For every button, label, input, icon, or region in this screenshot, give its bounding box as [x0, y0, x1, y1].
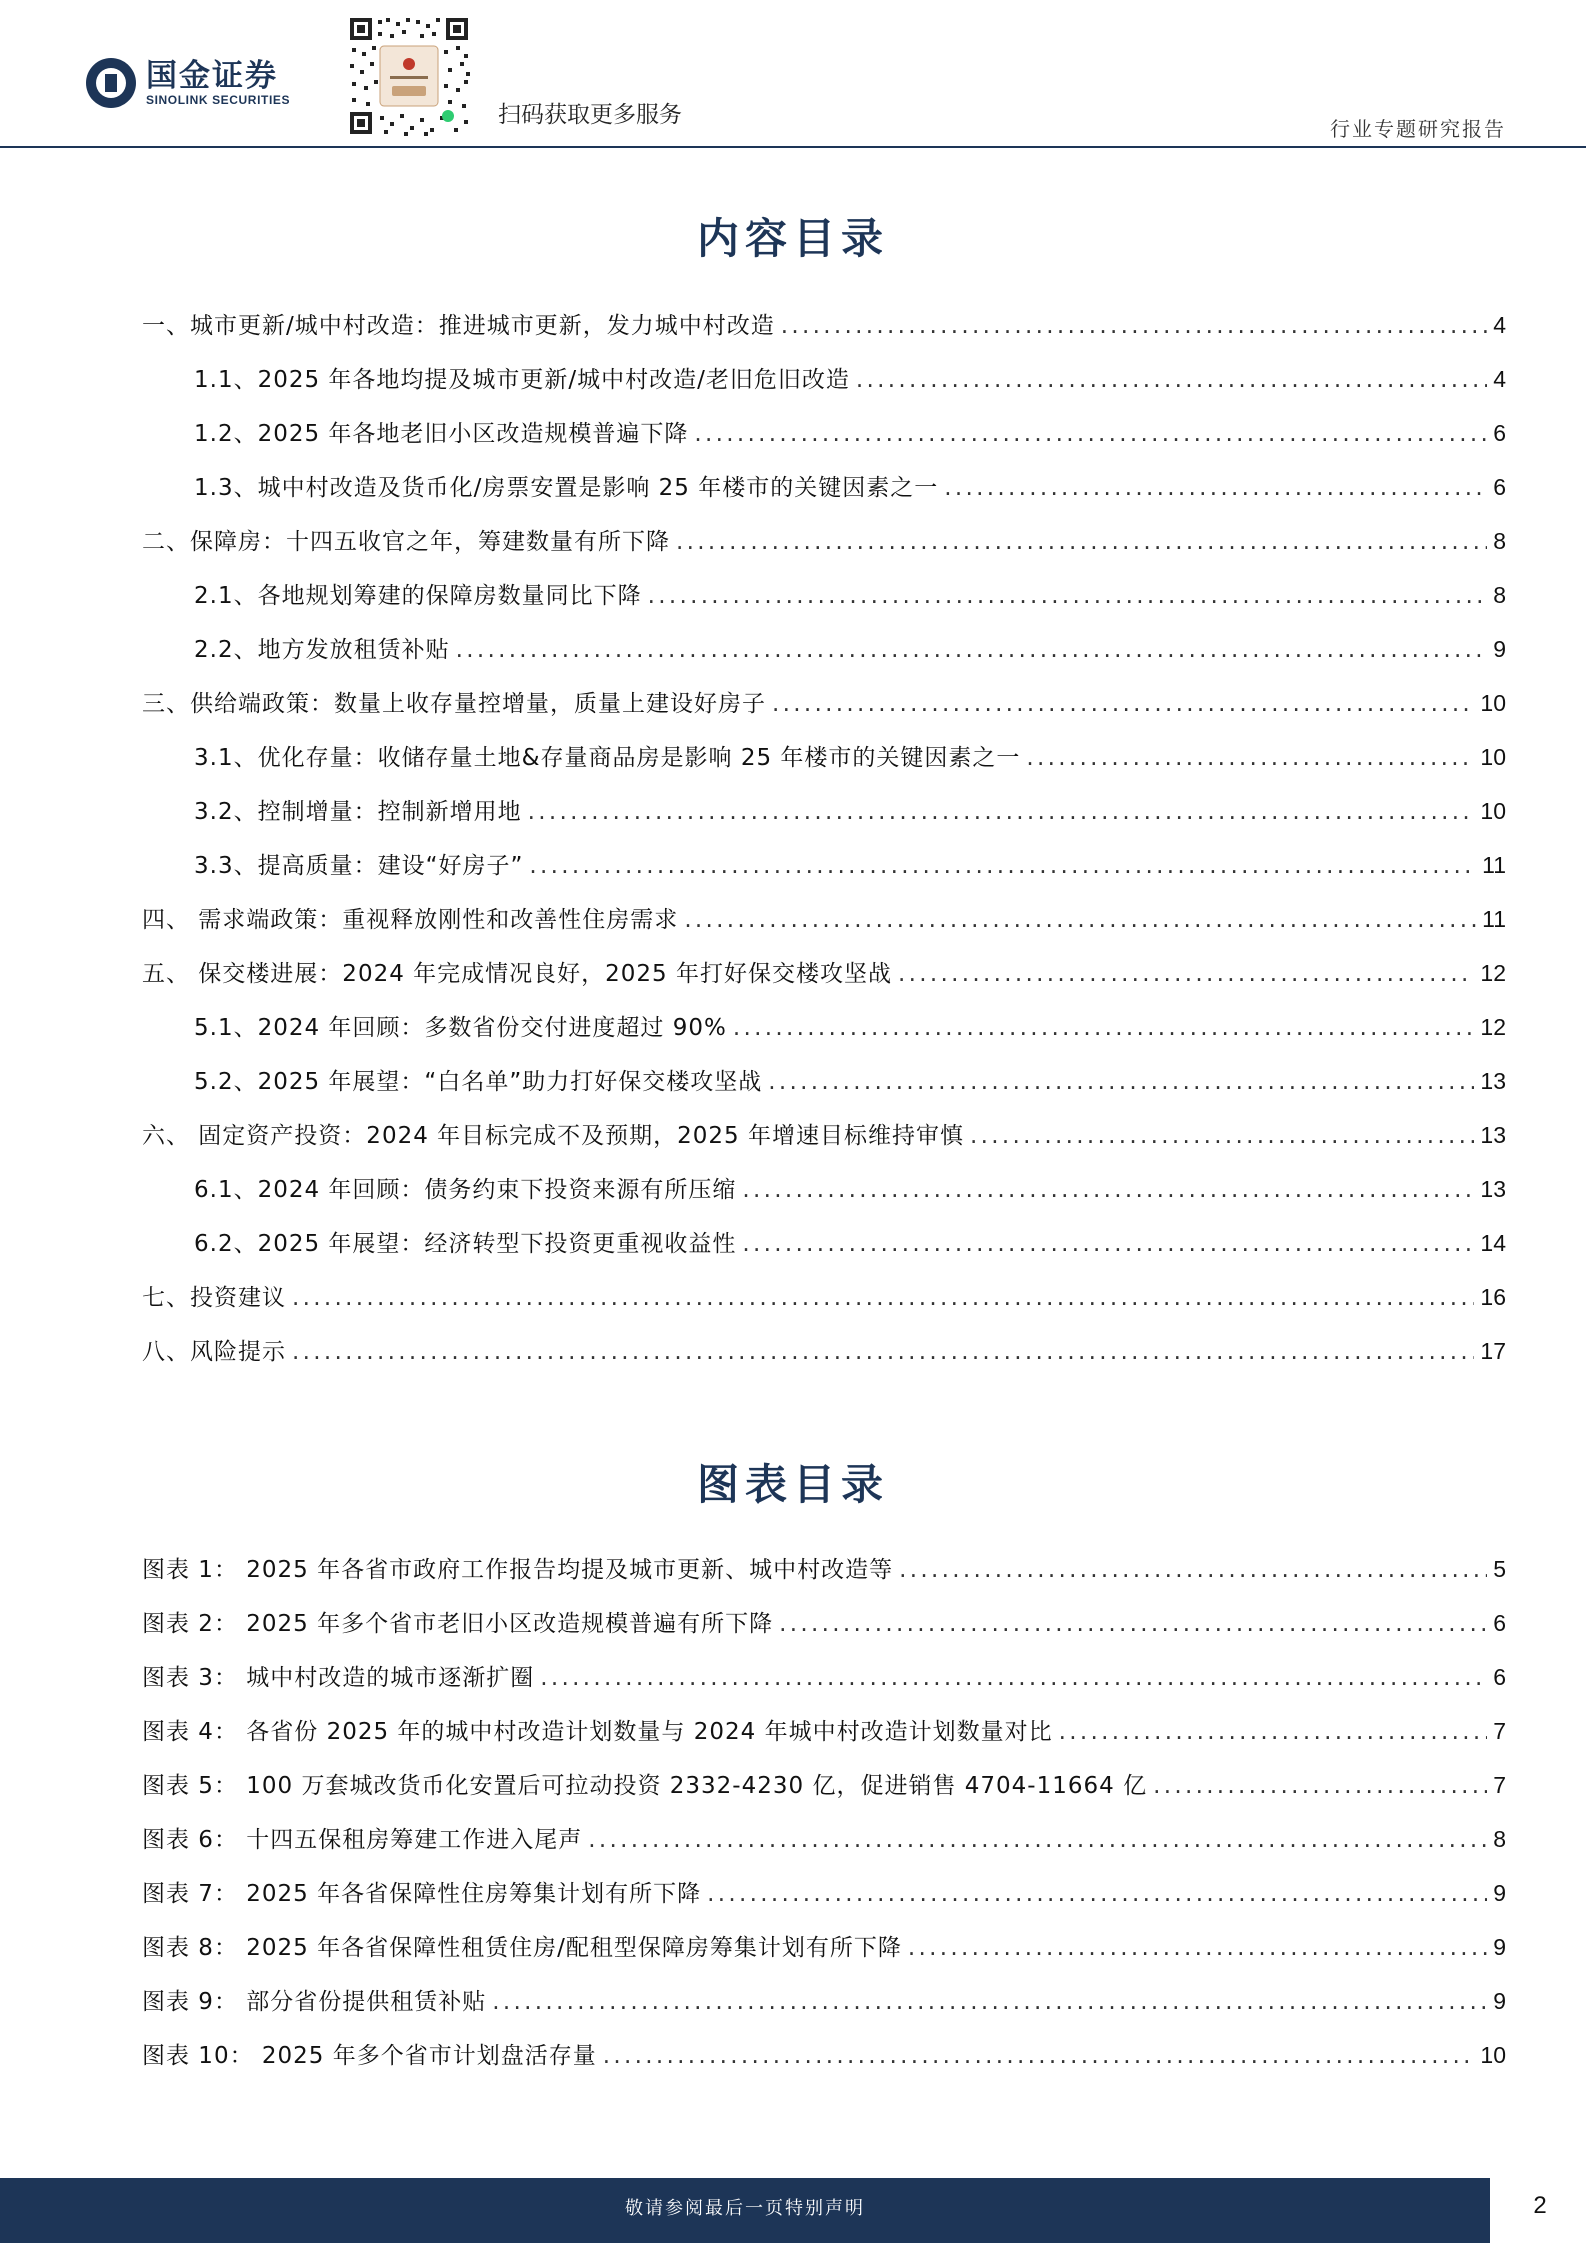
toc-title: 内容目录	[696, 214, 889, 263]
toc-entry[interactable]	[194, 1228, 1506, 1259]
figure-entry-label: 图表 10： 2025 年多个省市计划盘活存量	[142, 2043, 597, 2069]
scan-prompt-text: 扫码获取更多服务	[498, 102, 682, 128]
dot-leader	[742, 1175, 1474, 1205]
logo-icon	[86, 58, 136, 108]
figure-entry-page: 5	[1493, 1556, 1506, 1582]
toc-entry-label: 6.2、2025 年展望：经济转型下投资更重视收益性	[194, 1231, 737, 1257]
toc-entry-label: 二、保障房：十四五收官之年，筹建数量有所下降	[142, 529, 670, 555]
toc-entry-page: 11	[1482, 852, 1506, 878]
toc-entry-label: 1.2、2025 年各地老旧小区改造规模普遍下降	[194, 421, 689, 447]
toc-entry-label: 六、 固定资产投资：2024 年目标完成不及预期，2025 年增速目标维持审慎	[142, 1123, 964, 1149]
toc-entry-page: 9	[1493, 636, 1506, 662]
figure-entry-page: 9	[1493, 1880, 1506, 1906]
dot-leader	[779, 1609, 1487, 1639]
dot-leader	[742, 1229, 1474, 1259]
dot-leader	[456, 635, 1488, 665]
figure-entry[interactable]	[142, 1770, 1506, 1801]
dot-leader	[588, 1825, 1487, 1855]
toc-entry-page: 10	[1480, 744, 1506, 770]
toc-entry[interactable]	[194, 742, 1506, 773]
dot-leader	[694, 419, 1487, 449]
figure-entry[interactable]	[142, 1932, 1506, 1963]
toc-entry-label: 三、供给端政策：数量上收存量控增量，质量上建设好房子	[142, 691, 766, 717]
page-number: 2	[1533, 2192, 1547, 2219]
figure-entry-page: 7	[1493, 1772, 1506, 1798]
toc-entry-page: 11	[1482, 906, 1506, 932]
dot-leader	[772, 689, 1474, 719]
dot-leader	[944, 473, 1487, 503]
dot-leader	[781, 311, 1487, 341]
toc-entry-label: 3.3、提高质量：建设“好房子”	[194, 853, 524, 879]
dot-leader	[648, 581, 1488, 611]
figure-entry-label: 图表 2： 2025 年多个省市老旧小区改造规模普遍有所下降	[142, 1611, 774, 1637]
toc-entry-page: 13	[1480, 1176, 1506, 1202]
toc-entry-label: 八、风险提示	[142, 1339, 286, 1365]
toc-entry-page: 8	[1493, 528, 1506, 554]
figure-entry-page: 9	[1493, 1934, 1506, 1960]
logo-cn-text: 国金证券	[146, 57, 278, 94]
figure-entry-page: 8	[1493, 1826, 1506, 1852]
toc-entry-label: 2.2、地方发放租赁补贴	[194, 637, 450, 663]
figure-entry[interactable]	[142, 1662, 1506, 1693]
toc-entry-page: 4	[1493, 366, 1506, 392]
toc-entry[interactable]	[194, 1066, 1506, 1097]
toc-entry-page: 13	[1480, 1068, 1506, 1094]
toc-entry-label: 一、城市更新/城中村改造：推进城市更新，发力城中村改造	[142, 313, 775, 339]
dot-leader	[684, 905, 1476, 935]
qr-code-icon[interactable]	[344, 12, 474, 140]
figure-entry-label: 图表 8： 2025 年各省保障性租赁住房/配租型保障房筹集计划有所下降	[142, 1935, 902, 1961]
figure-entry-label: 图表 9： 部分省份提供租赁补贴	[142, 1989, 487, 2015]
figure-entry-page: 10	[1480, 2042, 1506, 2068]
dot-leader	[768, 1067, 1474, 1097]
dot-leader	[292, 1283, 1474, 1313]
toc-entry-page: 6	[1493, 474, 1506, 500]
dot-leader	[603, 2041, 1475, 2071]
figure-entry-label: 图表 3： 城中村改造的城市逐渐扩圈	[142, 1665, 535, 1691]
toc-entry-page: 12	[1480, 1014, 1506, 1040]
toc-entry-label: 四、 需求端政策：重视释放刚性和改善性住房需求	[142, 907, 679, 933]
figure-entry-page: 6	[1493, 1664, 1506, 1690]
dot-leader	[540, 1663, 1487, 1693]
dot-leader	[492, 1987, 1487, 2017]
figure-entry[interactable]	[142, 2040, 1506, 2071]
company-logo	[86, 58, 290, 108]
toc-entry[interactable]	[142, 526, 1506, 557]
toc-entry-page: 12	[1480, 960, 1506, 986]
toc-entry[interactable]	[194, 418, 1506, 449]
toc-entry[interactable]	[194, 1012, 1506, 1043]
figure-entry-label: 图表 6： 十四五保租房筹建工作进入尾声	[142, 1827, 583, 1853]
toc-entry-label: 5.1、2024 年回顾：多数省份交付进度超过 90%	[194, 1015, 727, 1041]
toc-entry[interactable]	[194, 580, 1506, 611]
toc-entry[interactable]	[142, 1120, 1506, 1151]
toc-entry-label: 1.1、2025 年各地均提及城市更新/城中村改造/老旧危旧改造	[194, 367, 850, 393]
toc-entry[interactable]	[194, 796, 1506, 827]
report-type-label: 行业专题研究报告	[1330, 117, 1506, 141]
toc-entry[interactable]	[142, 310, 1506, 341]
figure-entry[interactable]	[142, 1608, 1506, 1639]
dot-leader	[970, 1121, 1474, 1151]
toc-entry[interactable]	[142, 904, 1506, 935]
toc-entry-page: 4	[1493, 312, 1506, 338]
figures-title: 图表目录	[696, 1460, 889, 1509]
toc-entry-page: 10	[1480, 798, 1506, 824]
toc-entry[interactable]	[142, 688, 1506, 719]
page-header	[0, 0, 1586, 150]
dot-leader	[733, 1013, 1475, 1043]
figure-entry-label: 图表 7： 2025 年各省保障性住房筹集计划有所下降	[142, 1881, 702, 1907]
footer-disclaimer: 敬请参阅最后一页特别声明	[625, 2198, 865, 2219]
dot-leader	[908, 1933, 1487, 1963]
figure-entry-page: 6	[1493, 1610, 1506, 1636]
toc-entry[interactable]	[142, 1282, 1506, 1313]
toc-entry[interactable]	[142, 1336, 1506, 1367]
figure-entry-page: 7	[1493, 1718, 1506, 1744]
toc-entry[interactable]	[194, 634, 1506, 665]
toc-entry-label: 2.1、各地规划筹建的保障房数量同比下降	[194, 583, 642, 609]
toc-entry-label: 3.1、优化存量：收储存量土地&存量商品房是影响 25 年楼市的关键因素之一	[194, 745, 1021, 771]
toc-entry-page: 8	[1493, 582, 1506, 608]
figure-entry[interactable]	[142, 1824, 1506, 1855]
dot-leader	[856, 365, 1487, 395]
logo-en-text: SINOLINK SECURITIES	[146, 93, 291, 108]
figure-entry-label: 图表 5： 100 万套城改货币化安置后可拉动投资 2332-4230 亿，促进销售 4704-11664 亿	[142, 1773, 1148, 1799]
dot-leader	[898, 959, 1474, 989]
figure-entry-label: 图表 1： 2025 年各省市政府工作报告均提及城市更新、城中村改造等	[142, 1557, 894, 1583]
dot-leader	[707, 1879, 1487, 1909]
toc-entry-page: 17	[1480, 1338, 1506, 1364]
figure-entry[interactable]	[142, 1986, 1506, 2017]
dot-leader	[1026, 743, 1474, 773]
dot-leader	[899, 1555, 1487, 1585]
figure-entry[interactable]	[142, 1716, 1506, 1747]
toc-entry-page: 14	[1480, 1230, 1506, 1256]
header-divider	[0, 146, 1586, 148]
toc-entry-label: 七、投资建议	[142, 1285, 286, 1311]
figure-entry-page: 9	[1493, 1988, 1506, 2014]
dot-leader	[1153, 1771, 1487, 1801]
dot-leader	[529, 851, 1476, 881]
toc-entry-page: 10	[1480, 690, 1506, 716]
toc-entry-label: 5.2、2025 年展望：“白名单”助力打好保交楼攻坚战	[194, 1069, 763, 1095]
toc-entry-label: 1.3、城中村改造及货币化/房票安置是影响 25 年楼市的关键因素之一	[194, 475, 939, 501]
toc-entry[interactable]	[142, 958, 1506, 989]
toc-entry-label: 6.1、2024 年回顾：债务约束下投资来源有所压缩	[194, 1177, 737, 1203]
figure-entry[interactable]	[142, 1554, 1506, 1585]
toc-entry[interactable]	[194, 472, 1506, 503]
toc-entry[interactable]	[194, 364, 1506, 395]
toc-entry[interactable]	[194, 850, 1506, 881]
toc-entry-label: 五、 保交楼进展：2024 年完成情况良好，2025 年打好保交楼攻坚战	[142, 961, 892, 987]
toc-entry[interactable]	[194, 1174, 1506, 1205]
figure-entry[interactable]	[142, 1878, 1506, 1909]
toc-entry-page: 6	[1493, 420, 1506, 446]
dot-leader	[528, 797, 1475, 827]
dot-leader	[1059, 1717, 1488, 1747]
toc-entry-page: 16	[1480, 1284, 1506, 1310]
toc-entry-page: 13	[1480, 1122, 1506, 1148]
figure-entry-label: 图表 4： 各省份 2025 年的城中村改造计划数量与 2024 年城中村改造计划数量对比	[142, 1719, 1053, 1745]
dot-leader	[292, 1337, 1474, 1367]
toc-entry-label: 3.2、控制增量：控制新增用地	[194, 799, 522, 825]
dot-leader	[676, 527, 1487, 557]
